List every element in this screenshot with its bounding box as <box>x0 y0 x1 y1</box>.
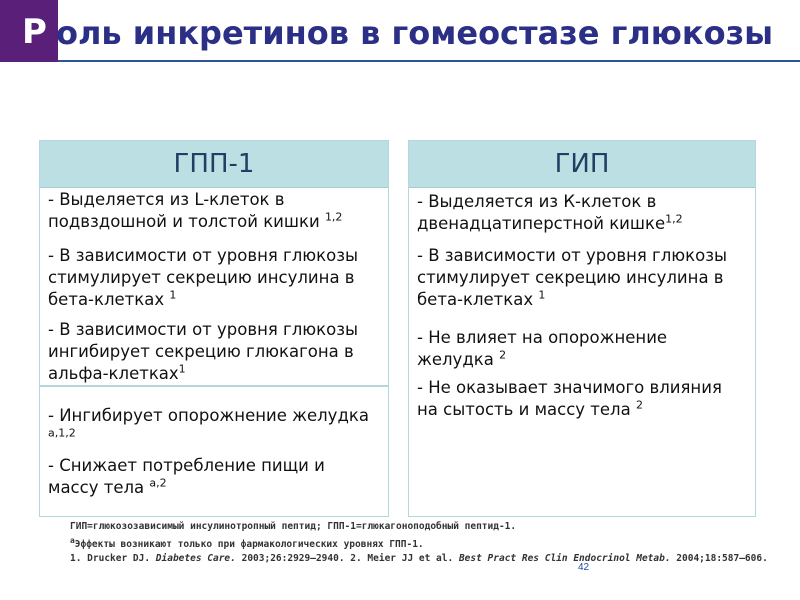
footnotes <box>70 520 770 566</box>
gip-card <box>408 140 756 517</box>
slide-title: оль инкретинов в гомеостазе глюкозы <box>56 14 774 52</box>
glp1-item-4: - Ингибирует опорожнение желудка $^{a,1,2}$ <box>48 406 369 440</box>
gip-item-4: - Не оказывает значимого влияния на сытость и массу тела $^2$ <box>417 378 722 419</box>
brand-block <box>0 0 58 62</box>
title-first-letter: Р <box>22 12 47 52</box>
pharmacology-note: $^a$Эффекты возникают только при фармакологических уровнях ГПП-1. <box>70 536 424 551</box>
abbreviations-note: ГИП=глюкозозависимый инсулинотропный пептид; ГПП-1=глюкагоноподобный пептид-1. <box>70 521 517 532</box>
glp1-item-3: - В зависимости от уровня глюкозы ингибирует секрецию глюкагона в альфа-клетках$^1$ <box>48 320 359 383</box>
header-rule <box>58 60 800 62</box>
glp1-divider <box>40 385 388 387</box>
gip-item-2: - В зависимости от уровня глюкозы стимулирует секрецию инсулина в бета-клетках $^1$ <box>417 246 728 309</box>
glp1-item-2: - В зависимости от уровня глюкозы стимулирует секрецию инсулина в бета-клетках $^1$ <box>48 246 359 309</box>
slide-number: 42 <box>578 562 590 573</box>
gip-item-1: - Выделяется из К-клеток в двенадцатиперстной кишке$^{1,2}$ <box>417 192 683 233</box>
gip-heading: ГИП <box>409 141 755 188</box>
glp1-item-5: - Снижает потребление пищи и массу тела $^{a,2}$ <box>48 456 325 497</box>
glp1-heading: ГПП-1 <box>40 141 388 188</box>
slide-header <box>0 0 800 62</box>
references: 1. Drucker DJ. Diabetes Care. 2003;26:2929–2940. 2. Meier JJ et al. Best Pract Res Clin Endocrinol Metab. 2004;18:587–606. <box>70 553 768 565</box>
gip-item-3: - Не влияет на опорожнение желудка $^2$ <box>417 328 668 369</box>
glp1-card <box>39 140 389 517</box>
glp1-item-1: - Выделяется из L-клеток в подвздошной и толстой кишки $^{1,2}$ <box>48 190 343 231</box>
